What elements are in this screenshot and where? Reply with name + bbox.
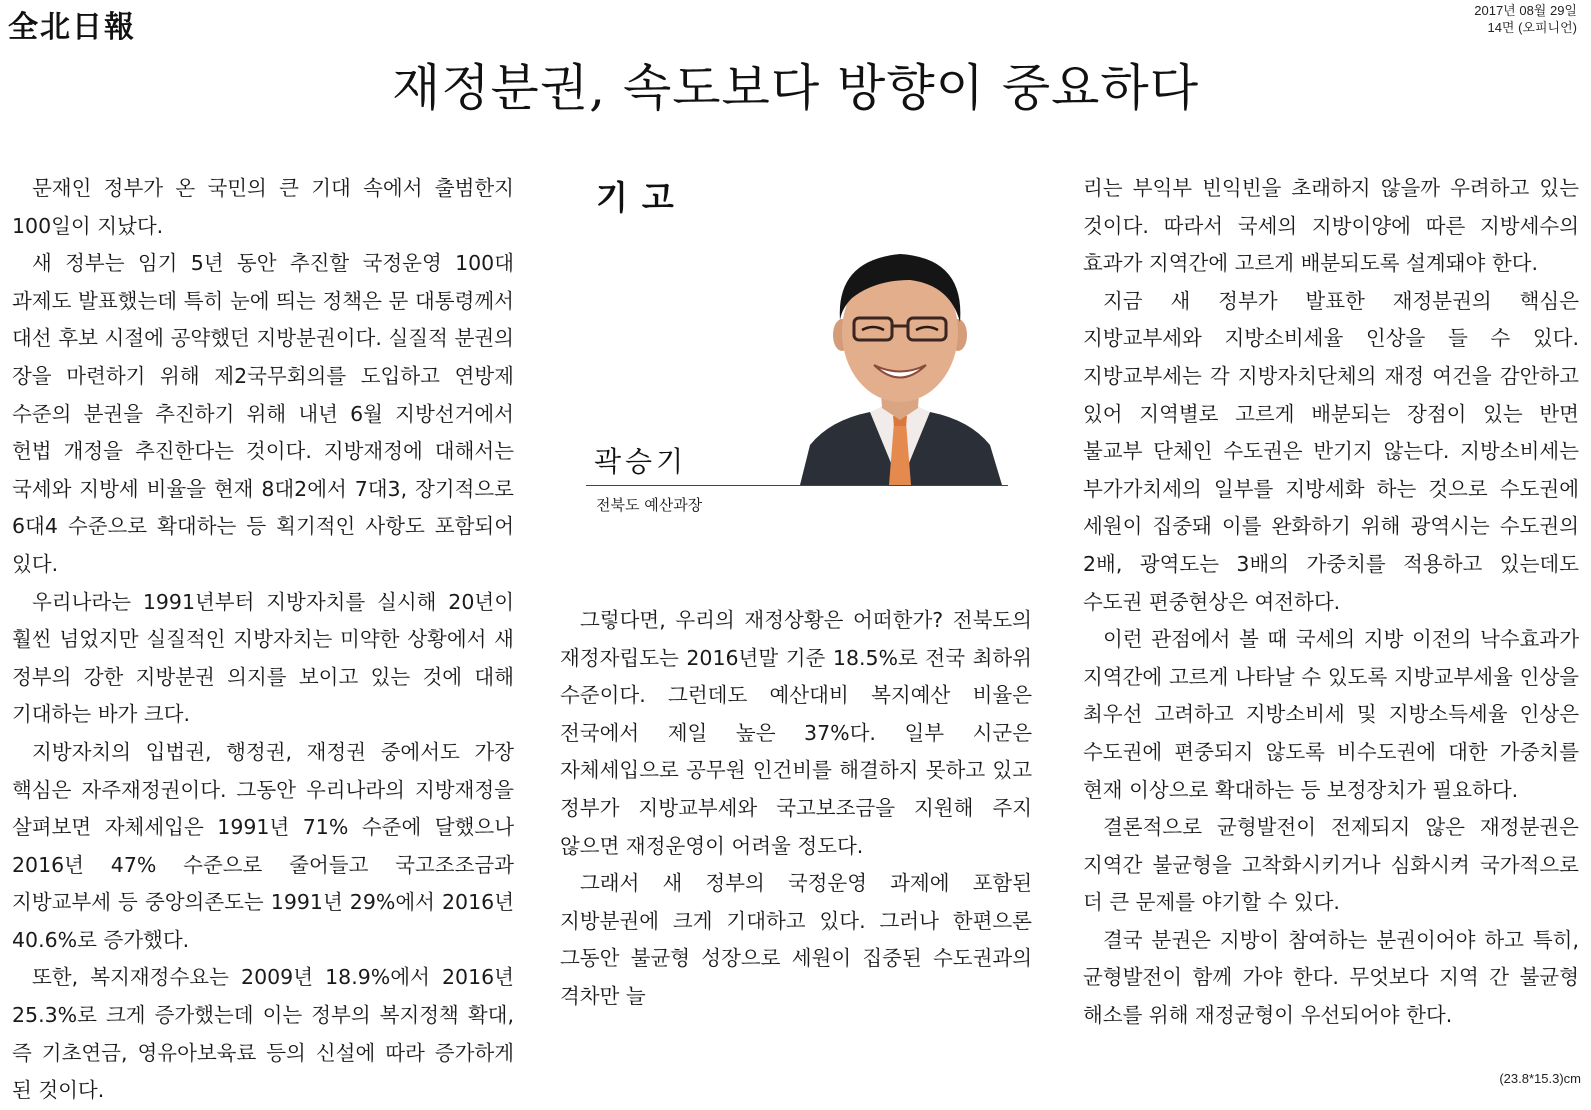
- paragraph: 이런 관점에서 볼 때 국세의 지방 이전의 낙수효과가 지역간에 고르게 나타날 수 있도록 지방교부세율 인상을 최우선 고려하고 지방소비세 및 지방소득세율 인상은 수도권에 편중되지 않도록 비수도권에 대한 가중치를 현재 이상으로 확대하는 등 보정장치가 필요하다.: [1083, 627, 1579, 802]
- paragraph: 그래서 새 정부의 국정운영 과제에 포함된 지방분권에 크게 기대하고 있다. 그러나 한편으론 그동안 불균형 성장으로 세원이 집중된 수도권과의 격차만 늘: [560, 871, 1032, 1008]
- issue-page: 14면 (오피니언): [1487, 20, 1577, 35]
- author-title: 전북도 예산과장: [596, 496, 703, 514]
- paragraph: 리는 부익부 빈익빈을 초래하지 않을까 우려하고 있는 것이다. 따라서 국세의 지방이양에 따른 지방세수의 효과가 지역간에 고르게 배분되도록 설계돼야 한다.: [1083, 176, 1579, 276]
- paragraph: 결론적으로 균형발전이 전제되지 않은 재정분권은 지역간 불균형을 고착화시키거나 심화시켜 국가적으로 더 큰 문제를 야기할 수 있다.: [1083, 815, 1579, 915]
- paragraph: 또한, 복지재정수요는 2009년 18.9%에서 2016년 25.3%로 크게 증가했는데 이는 정부의 복지정책 확대, 즉 기초연금, 영유아보육료 등의 신설에 따라 증가하게 된 것이다.: [12, 965, 514, 1103]
- article-column-left: [12, 170, 514, 1110]
- author-divider: [586, 485, 1008, 486]
- author-photo: [790, 240, 1010, 485]
- paragraph: 지방자치의 입법권, 행정권, 재정권 중에서도 가장 핵심은 자주재정권이다. 그동안 우리나라의 지방재정을 살펴보면 자체세입은 1991년 71% 수준에 달했으나 2016년 47% 수준으로 줄어들고 국고조조금과 지방교부세 등 중앙의존도는 1991년 29%에서 2016년 40.6%로 증가했다.: [12, 739, 514, 952]
- paragraph: 결국 분권은 지방이 참여하는 분권이어야 하고 특히, 균형발전이 함께 가야 한다. 무엇보다 지역 간 불균형 해소를 위해 재정균형이 우선되어야 한다.: [1083, 927, 1579, 1028]
- article-column-middle: [560, 602, 1032, 1016]
- issue-info: [1474, 2, 1577, 36]
- paragraph: 새 정부는 임기 5년 동안 추진할 국정운영 100대 과제도 발표했는데 특히 눈에 띄는 정책은 문 대통령께서 대선 후보 시절에 공약했던 지방분권이다. 실질적 분권의 장을 마련하기 위해 제2국무회의를 도입하고 연방제 수준의 분권을 추진하기 위해 내년 6월 지방선거에서 헌법 개정을 추진한다는 것이다. 지방재정에 대해서는 국세와 지방세 비율을 현재 8대2에서 7대3, 장기적으로 6대4 수준으로 확대하는 등 획기적인 사항도 포함되어 있다.: [12, 251, 514, 576]
- newspaper-masthead: 全北日報: [8, 10, 136, 45]
- clipping-size-note: (23.8*15.3)cm: [1499, 1071, 1581, 1086]
- author-name: 곽승기: [594, 445, 688, 478]
- paragraph: 문재인 정부가 온 국민의 큰 기대 속에서 출범한지 100일이 지났다.: [12, 176, 514, 238]
- issue-date: 2017년 08월 29일: [1474, 3, 1577, 18]
- paragraph: 지금 새 정부가 발표한 재정분권의 핵심은 지방교부세와 지방소비세율 인상을 들 수 있다. 지방교부세는 각 지방자치단체의 재정 여건을 감안하고 있어 지역별로 고르게 배분되는 장점이 있는 반면 불교부 단체인 수도권은 반기지 않는다. 지방소비세는 부가가치세의 일부를 지방세화 하는 것으로 수도권에 세원이 집중돼 이를 완화하기 위해 광역시는 수도권의 2배, 광역도는 3배의 가중치를 적용하고 있는데도 수도권 편중현상은 여전하다.: [1083, 288, 1579, 614]
- article-column-right: [1083, 170, 1579, 1035]
- article-headline: 재정분권, 속도보다 방향이 중요하다: [391, 59, 1200, 117]
- section-label: 기고: [596, 178, 688, 217]
- paragraph: 그렇다면, 우리의 재정상황은 어떠한가? 전북도의 재정자립도는 2016년말 기준 18.5%로 전국 최하위 수준이다. 그런데도 예산대비 복지예산 비율은 전국에서 제일 높은 37%다. 일부 시군은 자체세입으로 공무원 인건비를 해결하지 못하고 있고 정부가 지방교부세와 국고보조금을 지원해 주지 않으면 재정운영이 어려울 정도다.: [560, 608, 1032, 858]
- paragraph: 우리나라는 1991년부터 지방자치를 실시해 20년이 훨씬 넘었지만 실질적인 지방자치는 미약한 상황에서 새 정부의 강한 지방분권 의지를 보이고 있는 것에 대해 기대하는 바가 크다.: [12, 589, 514, 727]
